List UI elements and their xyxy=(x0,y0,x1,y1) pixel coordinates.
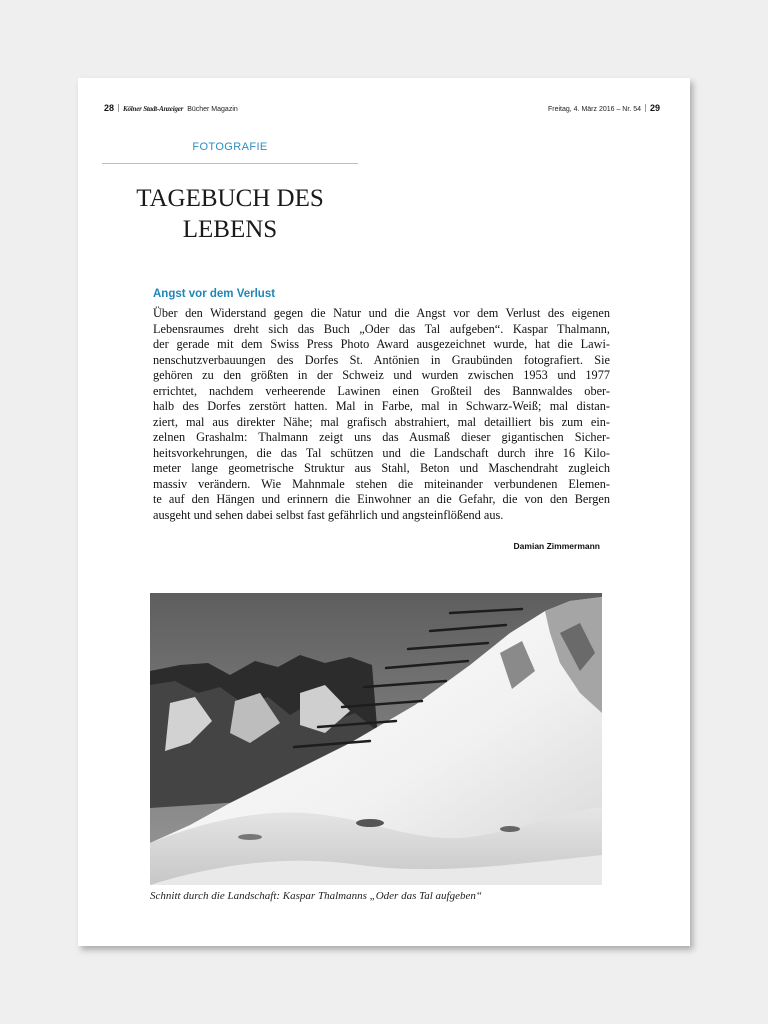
magazine-page xyxy=(78,78,690,946)
section-rule xyxy=(102,163,358,164)
body-line: te auf den Hängen und erinnern die Einwohner an die Gefahr, die von den Bergen xyxy=(153,492,610,506)
author-byline: Damian Zimmermann xyxy=(513,541,600,551)
body-line: Über den Widerstand gegen die Natur und die Angst vor dem Verlust des eigenen xyxy=(153,306,610,320)
section-label: FOTOGRAFIE xyxy=(192,141,268,153)
headline-line: LEBENS xyxy=(182,216,278,243)
header-left xyxy=(104,103,238,113)
body-line: meter lange geometrische Struktur aus Stahl, Beton und Maschendraht zugleich xyxy=(153,461,610,475)
page-title xyxy=(102,183,358,245)
body-line: der gerade mit dem Swiss Press Photo Award ausgezeichnet wurde, hat die Lawi- xyxy=(153,337,610,351)
body-line: zelnen Grashalm: Thalmann zeigt uns das Ausmaß dieser gigantischen Sicher- xyxy=(153,430,610,444)
body-line: massiv verändern. Wie Mahnmale stehen die miteinander verbundenen Elemen- xyxy=(153,476,610,491)
mountain-photo xyxy=(150,593,602,885)
body-line: halb des Dorfes zerstört hatten. Mal in Farbe, mal in Schwarz-Weiß; mal distan- xyxy=(153,399,610,413)
header-right xyxy=(548,103,660,113)
body-line: heitsvorkehrungen, die das Tal schützen und die Landschaft durch ihre 16 Kilo- xyxy=(153,445,610,460)
issue-date: Freitag, 4. März 2016 – Nr. 54 xyxy=(547,106,641,113)
headline-line: TAGEBUCH DES xyxy=(136,185,324,212)
right-page-number: 29 xyxy=(649,103,660,113)
header-divider xyxy=(645,104,646,112)
article-body xyxy=(153,306,610,523)
newspaper-logo: Kölner Stadt-Anzeiger xyxy=(123,105,184,113)
header-divider xyxy=(118,104,119,112)
supplement-name: Bücher Magazin xyxy=(187,106,238,113)
snowy-mountain-icon xyxy=(150,593,602,885)
body-line: ziert, mal aus direkter Nähe; mal grafisch abstrahiert, mal detailliert bis zum ein- xyxy=(153,414,610,429)
body-line: gehören zu den größten in der Schweiz und wurden zwischen 1953 und 1977 xyxy=(153,368,610,382)
left-page-number: 28 xyxy=(104,103,115,113)
body-line: Lebensraumes dreht sich das Buch „Oder das Tal aufgeben“. Kaspar Thalmann, xyxy=(153,321,610,336)
body-line: errichtet, nachdem verheerende Lawinen einen Großteil des Bannwaldes ober- xyxy=(153,383,610,398)
body-line: ausgeht und sehen dabei selbst fast gefährlich und angsteinflößend aus. xyxy=(153,507,504,522)
photo-caption: Schnitt durch die Landschaft: Kaspar Thalmanns „Oder das Tal aufgeben“ xyxy=(150,890,482,902)
body-line: nenschutzverbauungen des Dorfes St. Antönien in Graubünden fotografiert. Sie xyxy=(153,352,610,367)
article-subheading: Angst vor dem Verlust xyxy=(153,288,276,300)
